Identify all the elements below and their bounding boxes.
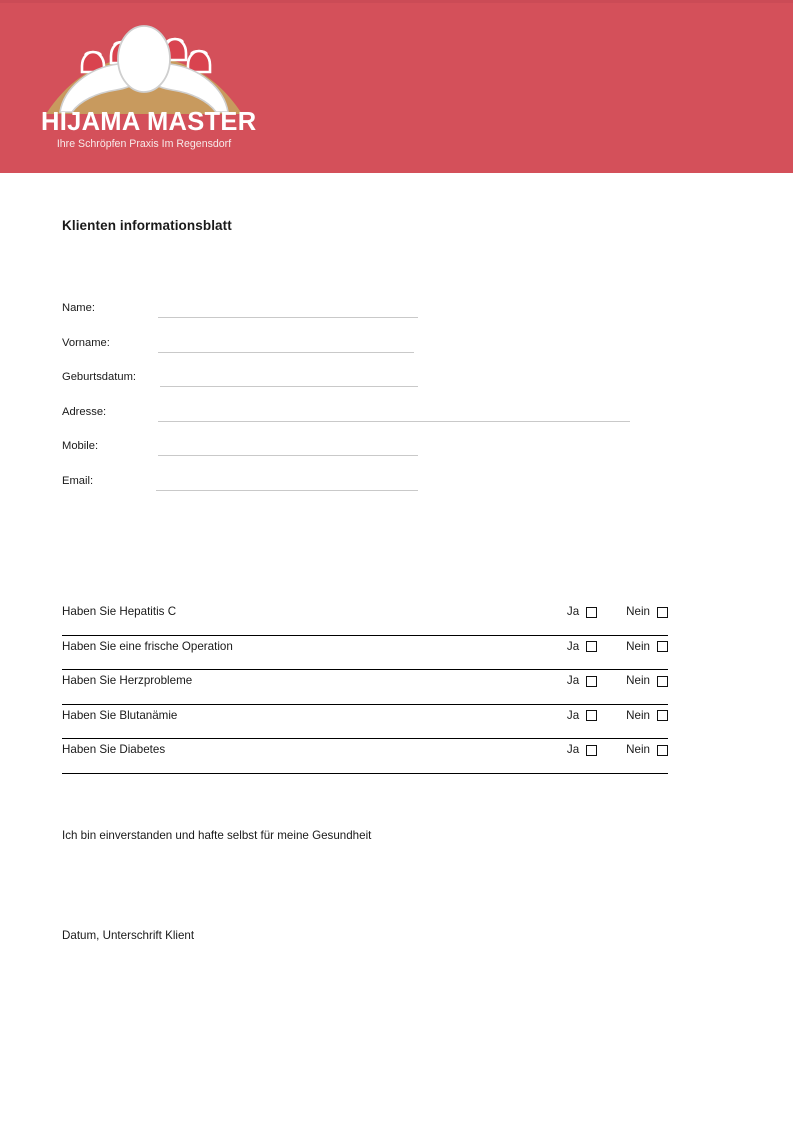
field-label: Email: [62,474,94,487]
field-input-geburtsdatum[interactable] [160,386,418,387]
answer-option-yes[interactable] [567,604,597,620]
answer-option-no[interactable] [626,673,668,689]
question-answer-group [567,639,668,655]
answer-option-no[interactable] [626,708,668,724]
answer-option-no[interactable] [626,604,668,620]
cupping-therapy-logo-icon [38,22,250,114]
answer-option-label: Nein [626,639,650,653]
field-row [62,439,662,474]
checkbox-no[interactable] [657,710,668,721]
checkbox-no[interactable] [657,745,668,756]
answer-option-label: Ja [566,639,580,653]
answer-option-label: Ja [566,743,580,756]
answer-option-yes[interactable] [567,742,597,758]
logo-tagline: Ihre Schröpfen Praxis Im Regensdorf [56,138,232,150]
page-title: Klienten informationsblatt [62,218,232,233]
question-row [62,739,668,774]
answer-option-label: Nein [626,743,650,756]
field-label: Vorname: [62,336,110,349]
field-input-name[interactable] [158,317,418,318]
answer-option-label: Ja [566,674,580,687]
checkbox-no[interactable] [657,641,668,652]
question-text: Haben Sie Blutanämie [62,708,178,722]
field-input-email[interactable] [156,490,418,491]
question-answer-group [567,708,668,724]
question-text: Haben Sie Diabetes [62,743,166,756]
question-text: Haben Sie Herzprobleme [62,674,193,687]
checkbox-yes[interactable] [586,745,597,756]
question-row [62,601,668,636]
answer-option-yes[interactable] [567,639,597,655]
field-row [62,336,662,371]
answer-option-no[interactable] [626,742,668,758]
field-label: Name: [62,302,95,314]
field-label: Adresse: [62,405,107,418]
answer-option-label: Ja [566,708,580,722]
answer-option-label: Nein [626,605,650,618]
question-row [62,636,668,671]
checkbox-yes[interactable] [586,676,597,687]
field-label: Mobile: [62,440,99,452]
brand-logo [38,22,257,150]
answer-option-yes[interactable] [567,673,597,689]
logo-wordmark: HIJAMA MASTER [41,108,257,136]
checkbox-no[interactable] [657,607,668,618]
field-label: Geburtsdatum: [62,371,136,383]
field-row [62,474,662,509]
field-input-vorname[interactable] [158,352,414,353]
checkbox-yes[interactable] [586,641,597,652]
answer-option-label: Nein [626,708,650,722]
answer-option-yes[interactable] [567,708,597,724]
question-answer-group [567,742,668,758]
answer-option-no[interactable] [626,639,668,655]
question-row [62,670,668,705]
question-answer-group [567,604,668,620]
question-answer-group [567,673,668,689]
client-identity-fields [62,301,662,508]
answer-option-label: Ja [566,605,580,618]
checkbox-yes[interactable] [586,607,597,618]
field-row [62,301,662,336]
checkbox-no[interactable] [657,676,668,687]
field-row [62,405,662,440]
question-text: Haben Sie eine frische Operation [62,639,233,653]
header-band-top-accent [0,0,793,3]
field-input-mobile[interactable] [158,455,418,456]
signature-line-label: Datum, Unterschrift Klient [62,929,195,942]
header-band [0,0,793,173]
medical-history-questions [62,601,668,774]
field-input-adresse[interactable] [158,421,630,422]
question-row [62,705,668,740]
question-text: Haben Sie Hepatitis C [62,605,177,618]
checkbox-yes[interactable] [586,710,597,721]
consent-statement: Ich bin einverstanden und hafte selbst für meine Gesundheit [62,829,372,842]
answer-option-label: Nein [626,674,650,687]
field-row [62,370,662,405]
